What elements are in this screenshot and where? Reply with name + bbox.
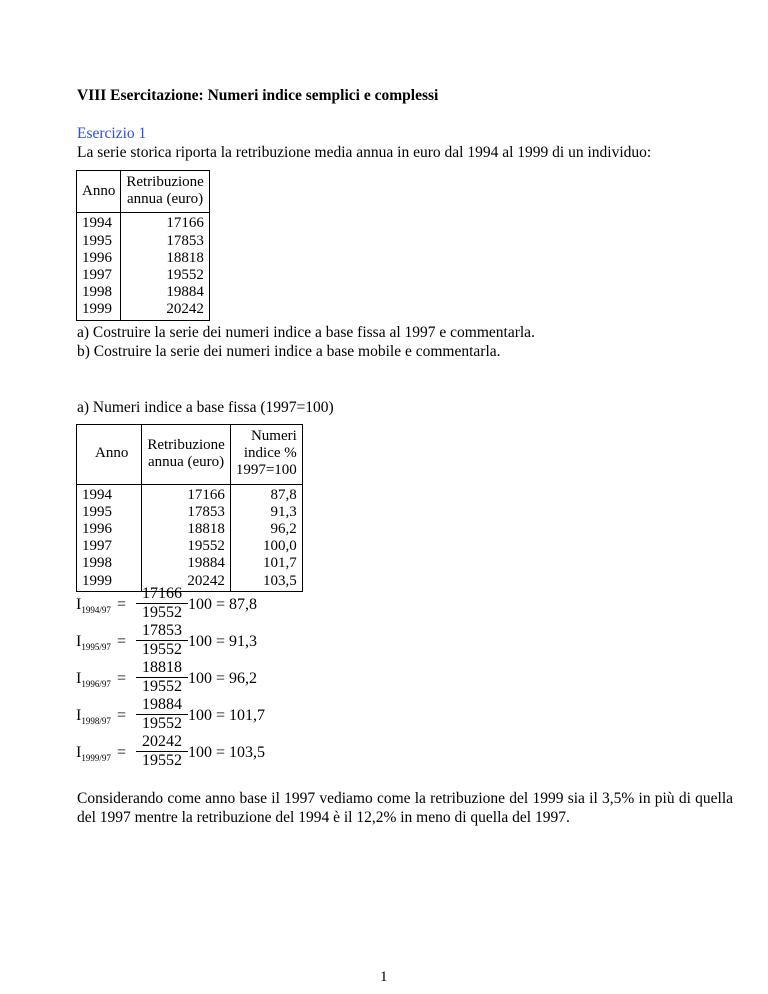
table-index (76, 424, 303, 592)
question-b: b) Costruire la serie dei numeri indice a base mobile e commentarla. (77, 343, 501, 360)
page-number: 1 (380, 969, 388, 985)
denominator: 19552 (142, 678, 182, 695)
cell-year: 1998 (82, 555, 112, 572)
formula-label: $I_{1998/97}$ (76, 707, 111, 726)
fraction (136, 696, 188, 733)
cell-pay: 19884 (166, 284, 204, 301)
header-index (230, 425, 302, 485)
numerator: 17853 (142, 622, 182, 639)
numerator: 20242 (142, 733, 182, 750)
cell-year: 1995 (82, 503, 112, 520)
table-header-row (77, 425, 303, 485)
cell-pay: 18818 (187, 521, 225, 538)
header-pay-line2: annua (euro) (147, 453, 225, 470)
numerator: 19884 (142, 696, 182, 713)
formula-label: $I_{1995/97}$ (76, 633, 111, 652)
numerator: 17166 (142, 585, 182, 602)
cell-index: 100,0 (263, 538, 297, 555)
header-index-line2: indice % (243, 445, 297, 462)
denominator: 19552 (142, 715, 182, 732)
pay-column (121, 213, 209, 320)
cell-pay: 19884 (187, 555, 225, 572)
denominator: 19552 (142, 604, 182, 621)
header-year: Anno (77, 425, 142, 485)
denominator: 19552 (142, 752, 182, 769)
cell-year: 1996 (82, 249, 112, 266)
fraction (136, 585, 188, 622)
fraction (136, 622, 188, 659)
cell-index: 101,7 (263, 555, 297, 572)
cell-pay: 17166 (187, 486, 225, 503)
cell-year: 1994 (82, 486, 112, 503)
table-body (77, 484, 303, 591)
numerator: 18818 (142, 659, 182, 676)
header-index-line3: 1997=100 (235, 462, 297, 479)
cell-year: 1999 (82, 572, 112, 589)
cell-pay: 20242 (166, 301, 204, 318)
header-pay (142, 425, 230, 485)
header-index-line1: Numeri (250, 428, 297, 444)
formula-label: $I_{1994/97}$ (76, 596, 111, 615)
year-column (77, 213, 121, 320)
cell-pay: 20242 (187, 572, 225, 589)
pay-column (142, 484, 230, 591)
index-column (230, 484, 302, 591)
conclusion-paragraph: Considerando come anno base il 1997 vediamo come la retribuzione del 1999 sia il 3,5% in più di quella del 1997 mentre la retribuzione del 1994 è il 12,2% in meno di quella del 1997. (77, 790, 733, 826)
question-a: a) Costruire la serie dei numeri indice a base fissa al 1997 e commentarla. (77, 324, 535, 341)
cell-index: 87,8 (270, 486, 297, 503)
cell-index: 91,3 (270, 503, 297, 520)
equals-sign: = (117, 633, 127, 650)
formula-label: $I_{1999/97}$ (76, 744, 111, 763)
formula-result: 100 = 87,8 (188, 596, 258, 613)
exercise-title: Esercizio 1 (77, 125, 147, 142)
equals-sign: = (117, 744, 127, 761)
fraction (136, 733, 188, 770)
answer-a-title: a) Numeri indice a base fissa (1997=100) (77, 399, 334, 416)
cell-index: 96,2 (270, 521, 297, 538)
table-salary (76, 170, 210, 321)
cell-year: 1997 (82, 267, 112, 284)
cell-pay: 19552 (187, 538, 225, 555)
formula-result: 100 = 91,3 (188, 633, 258, 650)
cell-year: 1995 (82, 232, 112, 249)
header-year: Anno (77, 171, 121, 213)
year-column (77, 484, 142, 591)
header-pay-line2: annua (euro) (126, 191, 204, 208)
formula-result: 100 = 101,7 (188, 707, 266, 724)
cell-year: 1999 (82, 301, 112, 318)
equals-sign: = (117, 596, 127, 613)
cell-index: 103,5 (263, 572, 297, 589)
cell-year: 1997 (82, 538, 112, 555)
cell-year: 1996 (82, 521, 112, 538)
equals-sign: = (117, 670, 127, 687)
cell-year: 1998 (82, 284, 112, 301)
denominator: 19552 (142, 641, 182, 658)
table-header-row (77, 171, 210, 213)
header-pay-line1: Retribuzione (147, 436, 225, 453)
cell-pay: 17853 (187, 503, 225, 520)
formula-result: 100 = 103,5 (188, 744, 266, 761)
table-body (77, 213, 210, 320)
cell-year: 1994 (82, 215, 112, 232)
formula-label: $I_{1996/97}$ (76, 670, 111, 689)
fraction (136, 659, 188, 696)
equals-sign: = (117, 707, 127, 724)
formula-result: 100 = 96,2 (188, 670, 258, 687)
cell-pay: 17853 (166, 232, 204, 249)
document-title: VIII Esercitazione: Numeri indice semplici e complessi (77, 87, 439, 104)
header-pay-line1: Retribuzione (126, 174, 204, 190)
header-pay (121, 171, 209, 213)
cell-pay: 18818 (166, 249, 204, 266)
intro-text: La serie storica riporta la retribuzione media annua in euro dal 1994 al 1999 di un individuo: (77, 144, 652, 161)
cell-pay: 19552 (166, 267, 204, 284)
cell-pay: 17166 (166, 215, 204, 232)
